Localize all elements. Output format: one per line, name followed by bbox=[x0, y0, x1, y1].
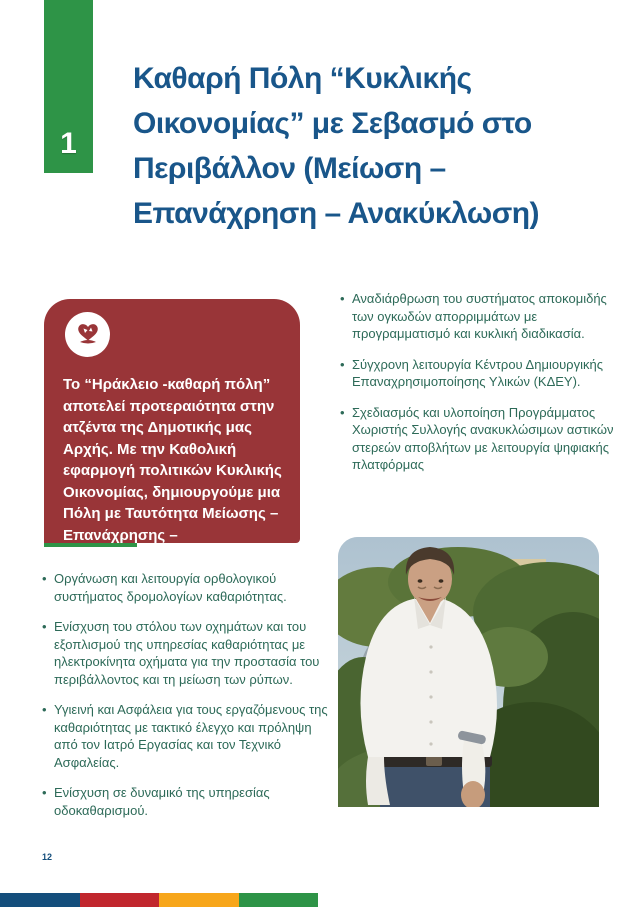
list-item bbox=[42, 570, 334, 605]
list-item-text: Ενίσχυση σε δυναμικό της υπηρεσίας οδοκαθαρισμού. bbox=[54, 785, 270, 818]
list-item-text: Οργάνωση και λειτουργία ορθολογικού συστήματος δρομολογίων καθαριότητας. bbox=[54, 571, 287, 604]
footer-segment-red bbox=[80, 893, 160, 907]
bullet-marker: • bbox=[340, 291, 345, 306]
chapter-number: 1 bbox=[60, 127, 77, 160]
list-item-text: Σύγχρονη λειτουργία Κέντρου Δημιουργικής Επαναχρησιμοποίησης Υλικών (ΚΔΕΥ). bbox=[352, 356, 603, 389]
list-item bbox=[42, 784, 334, 819]
list-item-text: Σχεδιασμός και υλοποίηση Προγράμματος Χωριστής Συλλογής ανακυκλώσιμων αστικών στερεών αποβλήτων με λειτουργία ψηφιακής πλατφόρμας bbox=[352, 404, 614, 472]
list-item-text: Υγιεινή και Ασφάλεια για τους εργαζόμενους της καθαριότητας με τακτικό έλεγχο και πρόληψη από τον Ιατρό Εργασίας και τον Τεχνικό Ασφαλείας. bbox=[54, 702, 328, 770]
bullet-marker: • bbox=[42, 702, 47, 717]
highlight-box bbox=[44, 299, 300, 565]
list-item bbox=[340, 290, 632, 343]
heart-leaf-icon bbox=[65, 312, 110, 357]
highlight-underline bbox=[44, 543, 137, 547]
page-title: Καθαρή Πόλη “Κυκλικής Οικονομίας” με Σεβασμό στο Περιβάλλον (Μείωση – Επανάχρηση – Ανακύκλωση) bbox=[133, 62, 540, 231]
bullet-list-left bbox=[42, 570, 334, 832]
footer-segment-navy bbox=[0, 893, 80, 907]
bullet-marker: • bbox=[42, 571, 47, 586]
list-item-text: Αναδιάρθρωση του συστήματος αποκομιδής των ογκωδών απορριμμάτων με προγραμματισμό και κυκλική διαδικασία. bbox=[352, 291, 607, 341]
list-item bbox=[340, 404, 632, 474]
bullet-list-right bbox=[340, 290, 632, 487]
page-number: 12 bbox=[42, 852, 53, 862]
portrait-photo bbox=[338, 537, 599, 807]
list-item bbox=[42, 618, 334, 688]
bullet-marker: • bbox=[340, 404, 345, 420]
footer-segment-yellow bbox=[159, 893, 239, 907]
highlight-text: Το “Ηράκλειο -καθαρή πόλη” αποτελεί προτεραιότητα στην ατζέντα της Δημοτικής μας Αρχής. Με την Καθολική εφαρμογή πολιτικών Κυκλικής Οικονομίας, δημιουργούμε μια Πόλη με Ταυτότητα Μείωσης – Επανάχρησης – Ανακύκλωσης. bbox=[63, 376, 282, 565]
bullet-marker: • bbox=[42, 785, 47, 800]
chapter-number-bar bbox=[44, 0, 93, 173]
list-item bbox=[42, 701, 334, 771]
list-item bbox=[340, 356, 632, 391]
bullet-marker: • bbox=[42, 619, 47, 634]
bullet-marker: • bbox=[340, 356, 345, 372]
footer-segment-green bbox=[239, 893, 319, 907]
footer-color-bar bbox=[0, 893, 640, 907]
list-item-text: Ενίσχυση του στόλου των οχημάτων και του εξοπλισμού της υπηρεσίας καθαριότητας με ηλεκτροκίνητα οχήματα για την προστασία του περιβάλλοντος και τη μείωση των ρύπων. bbox=[54, 619, 320, 687]
